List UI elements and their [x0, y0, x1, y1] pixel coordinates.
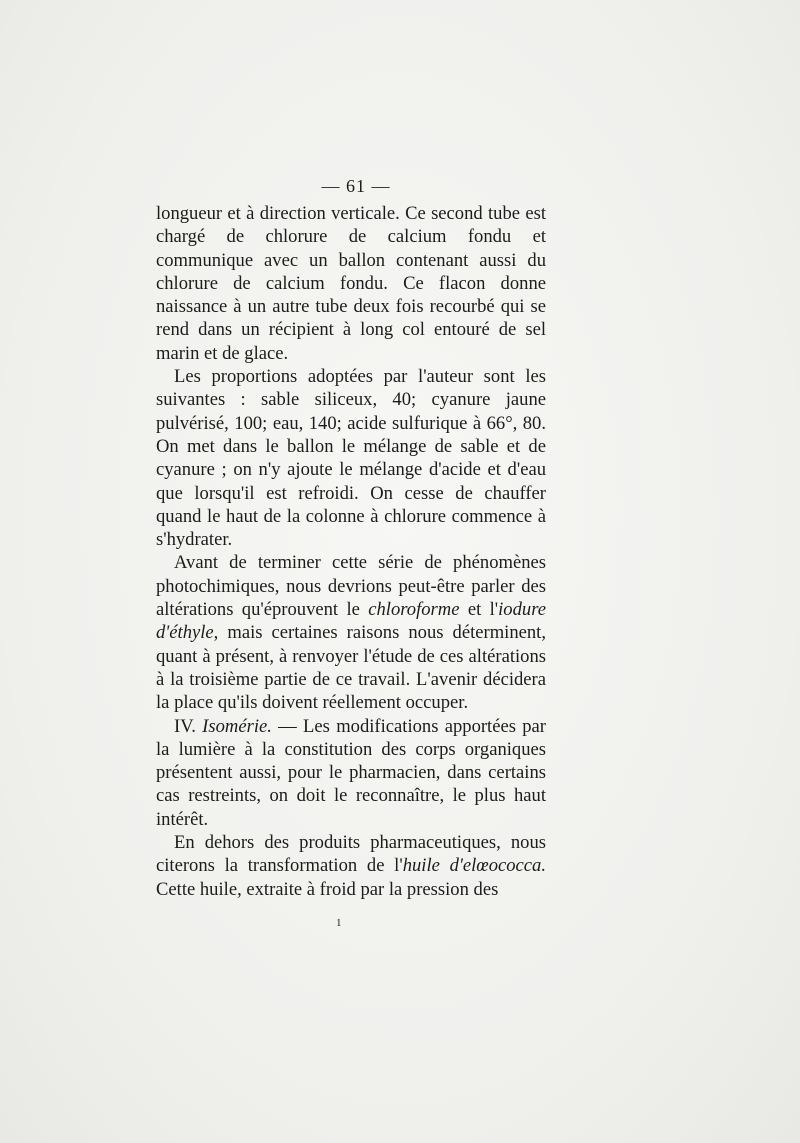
- text-segment: — Les modifications apportées par la lumière à la constitution des corps organiques présentent aussi, pour le pharmacien, dans certains cas restreints, on doit le reconnaître, le plus haut intérêt.: [156, 715, 546, 830]
- paragraph-2: [156, 365, 546, 551]
- text-segment: En dehors des produits pharmaceutiques, nous citerons la transformation de l': [156, 832, 546, 877]
- text-segment: Les proportions adoptées par l'auteur sont les suivantes : sable siliceux, 40; cyanure jaune pulvérisé, 100; eau, 140; acide sulfurique à 66°, 80. On met dans le ballon le mélange de sable et de cyanure ; on n'y ajoute le mélange d'acide et d'eau que lorsqu'il est refroidi. On cesse de chauffer quand le haut de la colonne à chlorure commence à s'hydrater.: [156, 366, 546, 551]
- paragraph-1: [156, 202, 546, 365]
- text-segment: IV.: [174, 715, 203, 737]
- text-segment: et l': [459, 599, 499, 621]
- body-text: [156, 202, 546, 901]
- text-segment: longueur et à direction verticale. Ce second tube est chargé de chlorure de calcium fondu et communique avec un ballon contenant aussi du chlorure de calcium fondu. Ce flacon donne naissance à un autre tube deux fois recourbé qui se rend dans un récipient à long col entouré de sel marin et de glace.: [156, 203, 546, 364]
- italic-term-chloroforme: chloroforme: [368, 599, 460, 621]
- text-segment: Avant de terminer cette série de phénomènes photochimiques, nous devrions peut-être parler des altérations qu'éprouvent le: [156, 552, 546, 621]
- italic-heading-isomerie: Isomérie.: [202, 715, 272, 737]
- paragraph-4: [156, 715, 546, 831]
- italic-term-huile: huile d'elœococca.: [402, 855, 546, 877]
- text-segment: Cette huile, extraite à froid par la pression des: [156, 878, 499, 900]
- italic-term-iodure: iodure d'éthyle: [156, 599, 546, 644]
- paragraph-5: [156, 831, 546, 901]
- paragraph-3: [156, 551, 546, 714]
- page-number: — 61 —: [321, 176, 391, 196]
- signature-mark: 1: [336, 917, 342, 929]
- text-segment: , mais certaines raisons nous déterminent, quant à présent, à renvoyer l'étude de ces altérations à la troisième partie de ce travail. L'avenir décidera la place qu'ils doivent réellement occuper.: [156, 622, 546, 714]
